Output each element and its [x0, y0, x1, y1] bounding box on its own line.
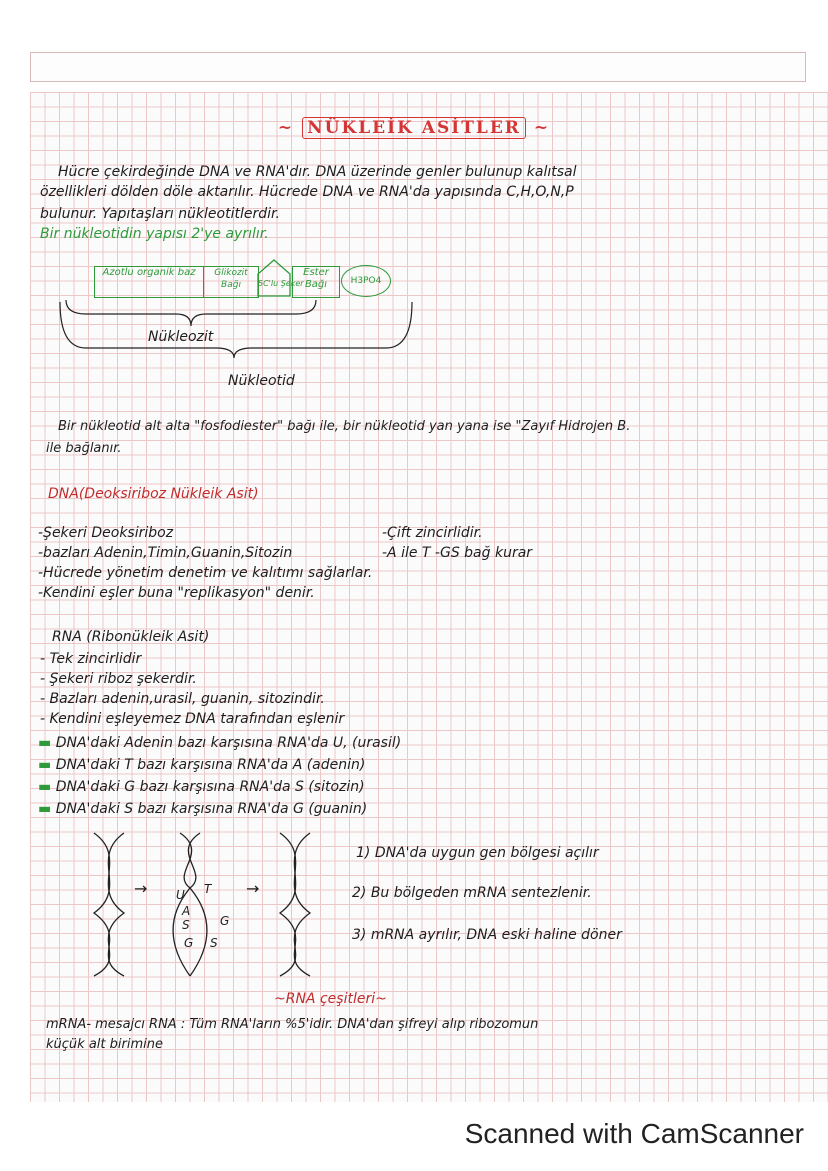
title-text: NÜKLEİK ASİTLER: [302, 117, 526, 139]
rna-pair-4: [38, 800, 367, 818]
arrow-1-icon: →: [134, 879, 148, 898]
rna-pair-3-text: DNA'daki G bazı karşısına RNA'da S (sitozin): [55, 779, 365, 795]
strand-label-2: T: [204, 882, 212, 896]
intro-line-2: özellikleri dölden döle aktarılır. Hücrede DNA ve RNA'da yapısında C,H,O,N,P: [40, 184, 574, 200]
intro-line-3: bulunur. Yapıtaşları nükleotitlerdir.: [40, 206, 280, 222]
title-ornament-left: ~: [277, 118, 303, 138]
strand-label-7: S: [210, 936, 218, 950]
strand-label-1: U: [176, 888, 185, 902]
dna-right-item-1: -Çift zincirlidir.: [382, 525, 483, 541]
strand-label-6: G: [184, 936, 194, 950]
rna-item-2: - Şekeri riboz şekerdir.: [40, 671, 197, 687]
rna-types-line-1: mRNA- mesajcı RNA : Tüm RNA'ların %5'idir. DNA'dan şifreyi alıp ribozomun: [46, 1017, 539, 1032]
rna-item-4: - Kendini eşleyemez DNA tarafından eşlenir: [40, 711, 345, 727]
sugar-house-shape: [256, 258, 304, 298]
rna-heading: RNA (Ribonükleik Asit): [52, 629, 210, 645]
step-1: 1) DNA'da uygun gen bölgesi açılır: [356, 845, 599, 861]
arrow-2-icon: →: [246, 879, 260, 898]
dna-item-3: -Hücrede yönetim denetim ve kalıtımı sağlarlar.: [38, 565, 373, 581]
nukleozit-label: Nükleozit: [148, 329, 214, 345]
step-2: 2) Bu bölgeden mRNA sentezlenir.: [352, 885, 592, 901]
rna-pair-1: [38, 734, 401, 752]
strand-label-4: S: [182, 918, 190, 932]
dna-right-item-2: -A ile T -GS bağ kurar: [382, 545, 533, 561]
strand-label-3: A: [182, 904, 191, 918]
pair-marker-icon: ▬: [38, 735, 56, 751]
bond-text-line-2: ile bağlanır.: [46, 441, 122, 456]
rna-pair-4-text: DNA'daki S bazı karşısına RNA'da G (guanin): [55, 801, 368, 817]
nukleotid-bracket: [56, 300, 416, 360]
bond-text-line-1: Bir nükleotid alt alta "fosfodiester" bağı ile, bir nükleotid yan yana ise "Zayıf Hidrojen B.: [58, 419, 631, 434]
rna-pair-3: [38, 778, 365, 796]
rna-types-line-2: küçük alt birimine: [46, 1037, 163, 1052]
nukleotid-label: Nükleotid: [228, 373, 295, 389]
dna-helix-icon: [84, 828, 134, 978]
dna-item-2: -bazları Adenin,Timin,Guanin,Sitozin: [38, 545, 293, 561]
ester-bond-box: Ester Bağı: [292, 266, 340, 298]
intro-line-4: Bir nükleotidin yapısı 2'ye ayrılır.: [40, 226, 269, 242]
rna-item-3: - Bazları adenin,urasil, guanin, sitozindir.: [40, 691, 325, 707]
pair-marker-icon: ▬: [38, 779, 56, 795]
glycosidic-bond-box: Glikozit Bağı: [203, 266, 259, 298]
strand-label-5: G: [220, 914, 230, 928]
title-ornament-right: ~: [525, 118, 551, 138]
dna-item-4: -Kendini eşler buna "replikasyon" denir.: [38, 585, 315, 601]
camscanner-watermark: Scanned with CamScanner: [464, 1118, 804, 1149]
base-box: Azotlu organik baz: [94, 266, 204, 298]
dna-heading: DNA(Deoksiriboz Nükleik Asit): [48, 486, 259, 502]
intro-line-1: Hücre çekirdeğinde DNA ve RNA'dır. DNA üzerinde genler bulunup kalıtsal: [58, 164, 577, 180]
dna-helix-restored-icon: [270, 828, 320, 978]
pair-marker-icon: ▬: [38, 801, 56, 817]
sugar-label: 5C'lu Şeker: [258, 279, 304, 288]
page-title: [0, 118, 828, 138]
header-box: [30, 52, 806, 82]
step-3: 3) mRNA ayrılır, DNA eski haline döner: [352, 927, 622, 943]
pair-marker-icon: ▬: [38, 757, 56, 773]
dna-open-helix-icon: [160, 828, 230, 978]
rna-pair-2: [38, 756, 365, 774]
rna-pair-1-text: DNA'daki Adenin bazı karşısına RNA'da U, (urasil): [55, 735, 402, 751]
phosphate-circle: H3PO4: [341, 265, 391, 297]
dna-item-1: -Şekeri Deoksiriboz: [38, 525, 174, 541]
rna-item-1: - Tek zincirlidir: [40, 651, 142, 667]
rna-types-heading: ~RNA çeşitleri~: [274, 991, 387, 1007]
rna-pair-2-text: DNA'daki T bazı karşısına RNA'da A (adenin): [55, 757, 366, 773]
